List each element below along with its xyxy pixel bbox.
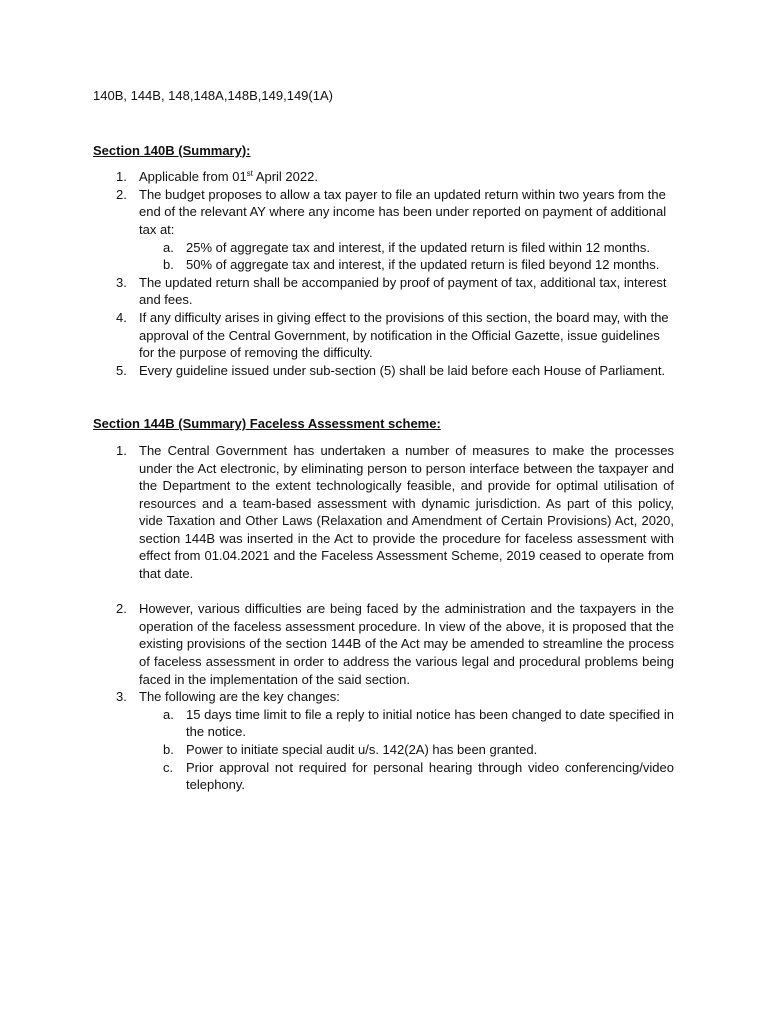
section-140b-heading: Section 140B (Summary): [93,142,251,158]
list-number: 3. [116,689,127,705]
sub-list-letter: b. [163,742,174,757]
list-item-text: The budget proposes to allow a tax payer to file an updated return within two years from the end of the relevant AY where any income has been under reported on payment of additional tax at: [139,186,667,237]
list-item-text: If any difficulty arises in giving effect to the provisions of this section, the board may, with the approval of the Central Government, by notification in the Official Gazette, issue guidelines for the purpose of removing the difficulty. [139,309,669,361]
sub-list-letter: b. [163,257,174,273]
section-144b-list [93,442,674,794]
document-page [93,87,674,794]
sub-list-item [139,706,674,741]
list-item-text: The following are the key changes: [139,689,340,705]
ordinal-suffix: st [246,169,253,179]
sub-list-letter: a. [163,706,174,722]
sub-list [139,239,674,274]
sub-list-item [139,256,674,274]
sub-list-item [139,759,674,794]
list-number: 2. [116,601,127,617]
sub-list-item [139,741,674,759]
list-item [93,186,674,274]
sub-list-item-text: 25% of aggregate tax and interest, if the updated return is filed within 12 months. [186,239,650,255]
paragraph-spacer [139,583,674,601]
list-number: 1. [116,442,127,458]
list-number: 3. [116,274,127,290]
list-item-text: The updated return shall be accompanied by proof of payment of tax, additional tax, interest and fees. [139,274,667,308]
list-item [93,688,674,794]
section-spacer [93,379,674,415]
list-number: 4. [116,309,127,325]
list-item-text: Every guideline issued under sub-section (5) shall be laid before each House of Parliament. [139,362,666,378]
sub-list-item-text: Power to initiate special audit u/s. 142(2A) has been granted. [186,742,538,757]
sub-list-item [139,239,674,257]
list-number: 1. [116,169,127,185]
section-144b-heading: Section 144B (Summary) Faceless Assessment scheme: [93,416,441,432]
list-item-text: Applicable from 01 [139,169,247,185]
sub-list [139,706,674,794]
list-item [93,362,674,380]
sub-list-letter: c. [163,759,174,775]
list-item [93,309,674,362]
list-item-text-cont: April 2022. [252,169,318,185]
sub-list-item-text: 50% of aggregate tax and interest, if the updated return is filed beyond 12 months. [186,257,660,273]
list-item-text: However, various difficulties are being faced by the administration and the taxpayers in the operation of the faceless assessment procedure. In view of the above, it is proposed that the existing provisions of the section 144B of the Act may be amended to streamline the process of faceless assessment in order to address the various legal and procedural problems being faced in the implementation of the said section. [139,601,674,687]
list-number: 5. [116,362,127,378]
section-140b-list [93,168,674,379]
list-item [93,442,674,600]
list-item-text: The Central Government has undertaken a number of measures to make the processes under the Act electronic, by eliminating person to person interface between the taxpayer and the Department to the extent technologically feasible, and provide for optimal utilisation of resources and a team-based assessment with dynamic jurisdiction. As part of this policy, vide Taxation and Other Laws (Relaxation and Amendment of Certain Provisions) Act, 2020, section 144B was inserted in the Act to provide the procedure for faceless assessment with effect from 01.04.2021 and the Faceless Assessment Scheme, 2019 ceased to operate from that date. [139,442,674,582]
list-item [93,274,674,309]
sub-list-letter: a. [163,239,174,255]
list-item [93,168,674,186]
list-number: 2. [116,186,127,202]
sub-list-item-text: 15 days time limit to file a reply to initial notice has been changed to date specified in the notice. [186,706,674,740]
sections-reference-line: 140B, 144B, 148,148A,148B,149,149(1A) [93,88,333,103]
sub-list-item-text: Prior approval not required for personal hearing through video conferencing/video telephony. [186,759,674,793]
list-item [93,600,674,688]
